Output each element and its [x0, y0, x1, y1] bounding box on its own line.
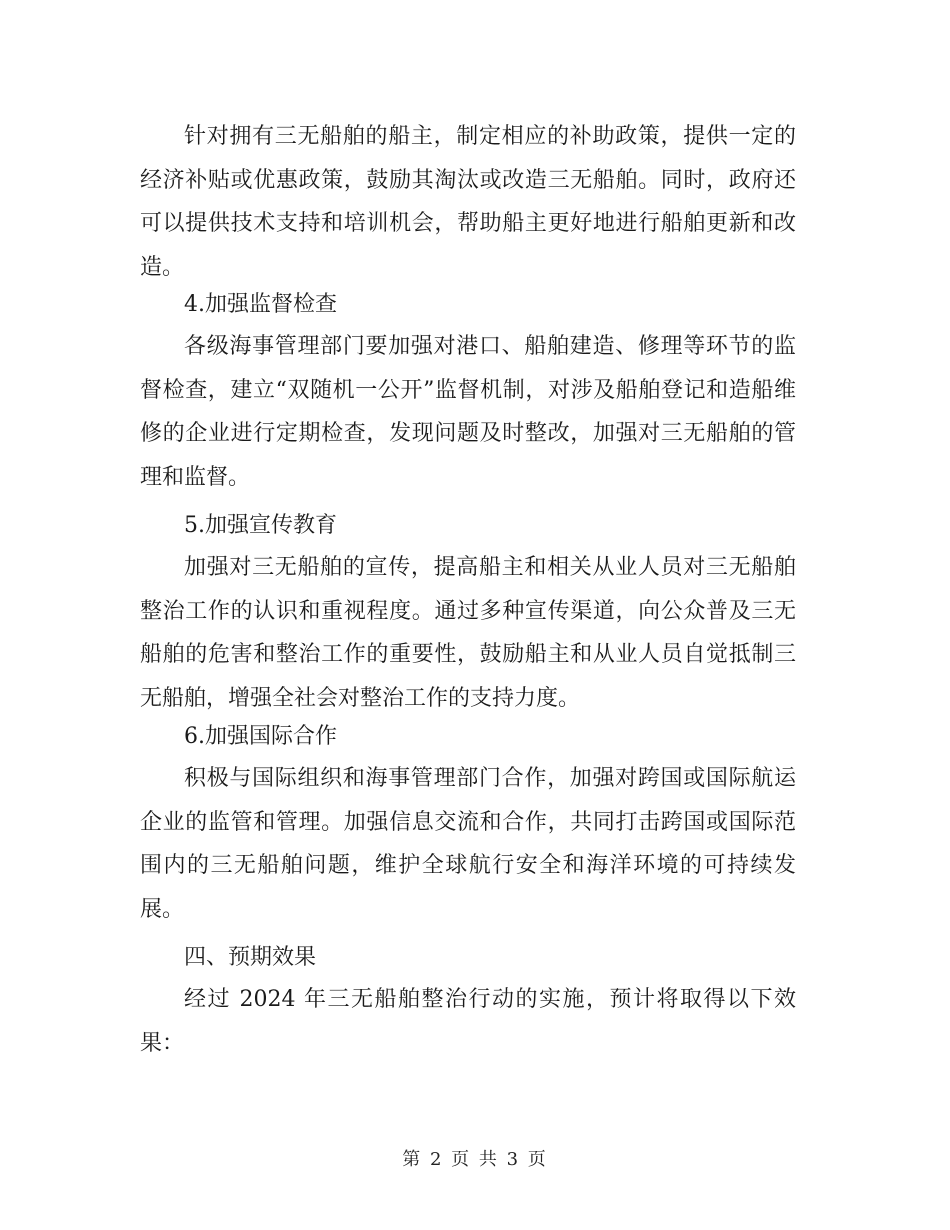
page-number-footer: 第 2 页 共 3 页 [402, 1149, 548, 1170]
paragraph-publicity: 加强对三无船舶的宣传，提高船主和相关从业人员对三无船舶整治工作的认识和重视程度。通过多种宣传渠道，向公众普及三无船舶的危害和整治工作的重要性，鼓励船主和从业人员自觉抵制三无船舶，增强全社会对整治工作的支持力度。 [140, 555, 796, 711]
heading-expected-results: 四、预期效果 [184, 945, 317, 970]
heading-strengthen-supervision: 4.加强监督检查 [184, 292, 337, 317]
paragraph-subsidy-policy: 针对拥有三无船舶的船主，制定相应的补助政策，提供一定的经济补贴或优惠政策，鼓励其淘汰或改造三无船舶。同时，政府还可以提供技术支持和培训机会，帮助船主更好地进行船舶更新和改造。 [140, 124, 796, 280]
heading-international-cooperation: 6.加强国际合作 [184, 724, 337, 749]
paragraph-cooperation: 积极与国际组织和海事管理部门合作，加强对跨国或国际航运企业的监管和管理。加强信息交流和合作，共同打击跨国或国际范围内的三无船舶问题，维护全球航行安全和海洋环境的可持续发展。 [140, 766, 796, 922]
paragraph-expected-results: 经过 2024 年三无船舶整治行动的实施，预计将取得以下效果： [140, 987, 796, 1056]
heading-publicity-education: 5.加强宣传教育 [184, 513, 337, 538]
paragraph-supervision: 各级海事管理部门要加强对港口、船舶建造、修理等环节的监督检查，建立“双随机一公开”监督机制，对涉及船舶登记和造船维修的企业进行定期检查，发现问题及时整改，加强对三无船舶的管理和监督。 [140, 334, 796, 490]
